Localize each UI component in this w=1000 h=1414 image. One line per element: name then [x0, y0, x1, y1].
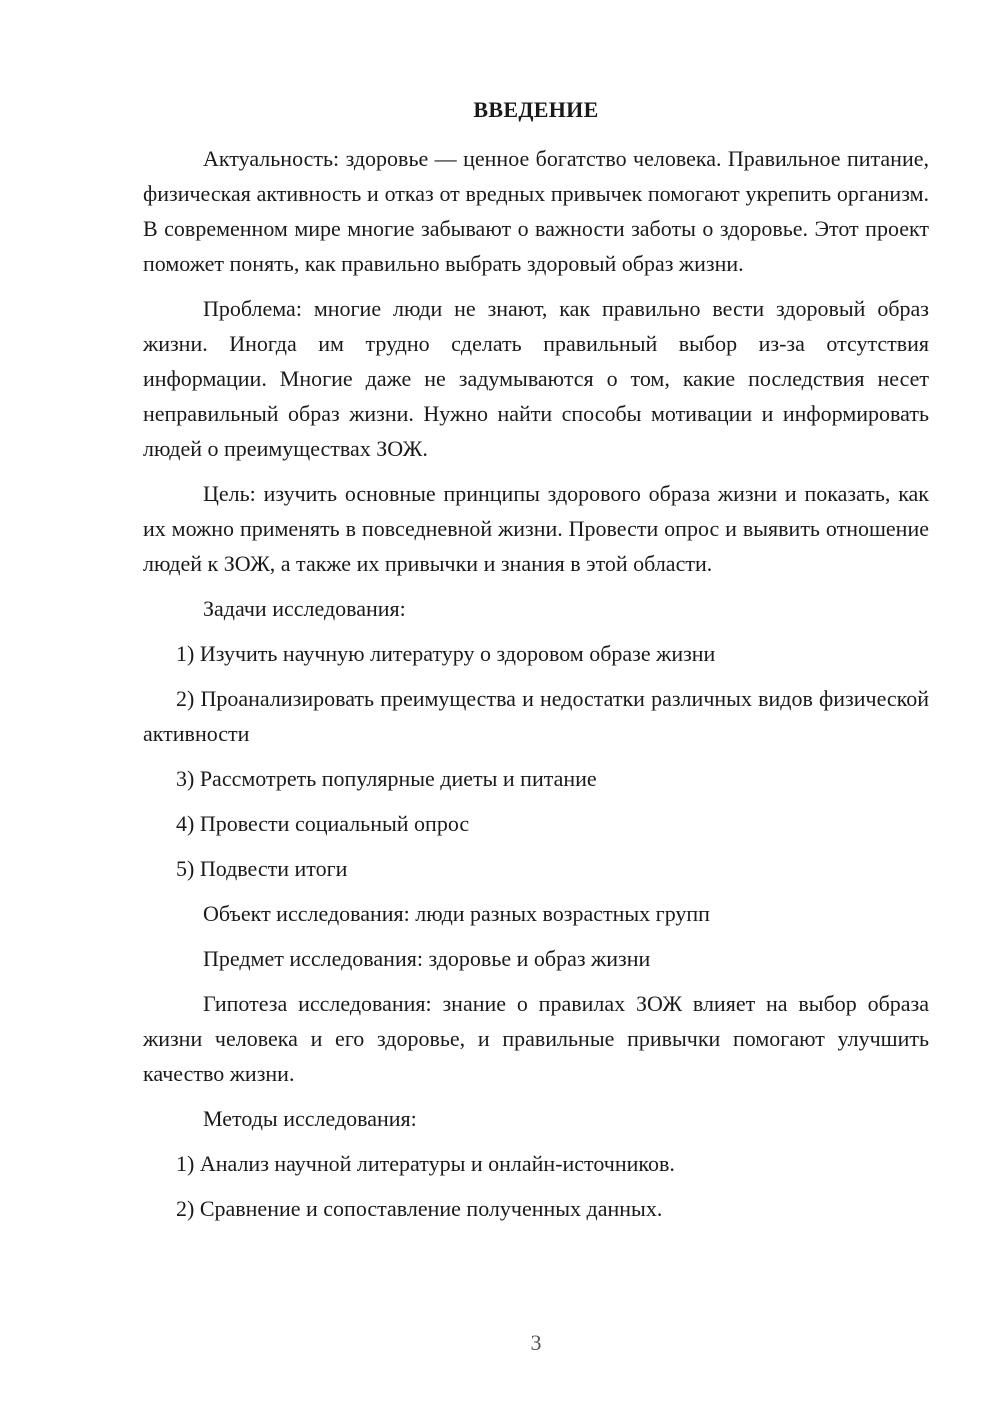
hypothesis-paragraph: Гипотеза исследования: знание о правилах ЗОЖ влияет на выбор образа жизни человека и его здоровье, и правильные привычки помогают улучшить качество жизни.	[143, 991, 929, 1086]
methods-heading: Методы исследования:	[203, 1106, 417, 1131]
page-number: 3	[530, 1330, 542, 1355]
method-item: 2) Сравнение и сопоставление полученных данных.	[176, 1196, 663, 1221]
problem-paragraph: Проблема: многие люди не знают, как правильно вести здоровый образ жизни. Иногда им трудно сделать правильный выбор из-за отсутствия информации. Многие даже не задумываются о том, какие последствия несет неправильный образ жизни. Нужно найти способы мотивации и информировать людей о преимуществах ЗОЖ.	[143, 296, 929, 461]
research-object: Объект исследования: люди разных возрастных групп	[203, 901, 710, 926]
task-item: 3) Рассмотреть популярные диеты и питание	[176, 766, 597, 791]
task-item: 2) Проанализировать преимущества и недостатки различных видов физической активности	[143, 686, 929, 746]
relevance-paragraph: Актуальность: здоровье — ценное богатство человека. Правильное питание, физическая активность и отказ от вредных привычек помогают укрепить организм. В современном мире многие забывают о важности заботы о здоровье. Этот проект поможет понять, как правильно выбрать здоровый образ жизни.	[143, 146, 929, 276]
section-title: ВВЕДЕНИЕ	[473, 97, 599, 122]
research-subject: Предмет исследования: здоровье и образ жизни	[203, 946, 651, 971]
goal-paragraph: Цель: изучить основные принципы здорового образа жизни и показать, как их можно применять в повседневной жизни. Провести опрос и выявить отношение людей к ЗОЖ, а также их привычки и знания в этой области.	[143, 481, 929, 576]
task-item: 4) Провести социальный опрос	[176, 811, 470, 836]
method-item: 1) Анализ научной литературы и онлайн-источников.	[176, 1151, 675, 1176]
task-item: 5) Подвести итоги	[176, 856, 348, 881]
page-content	[143, 92, 929, 1236]
tasks-heading: Задачи исследования:	[203, 596, 406, 621]
task-item: 1) Изучить научную литературу о здоровом образе жизни	[176, 641, 716, 666]
